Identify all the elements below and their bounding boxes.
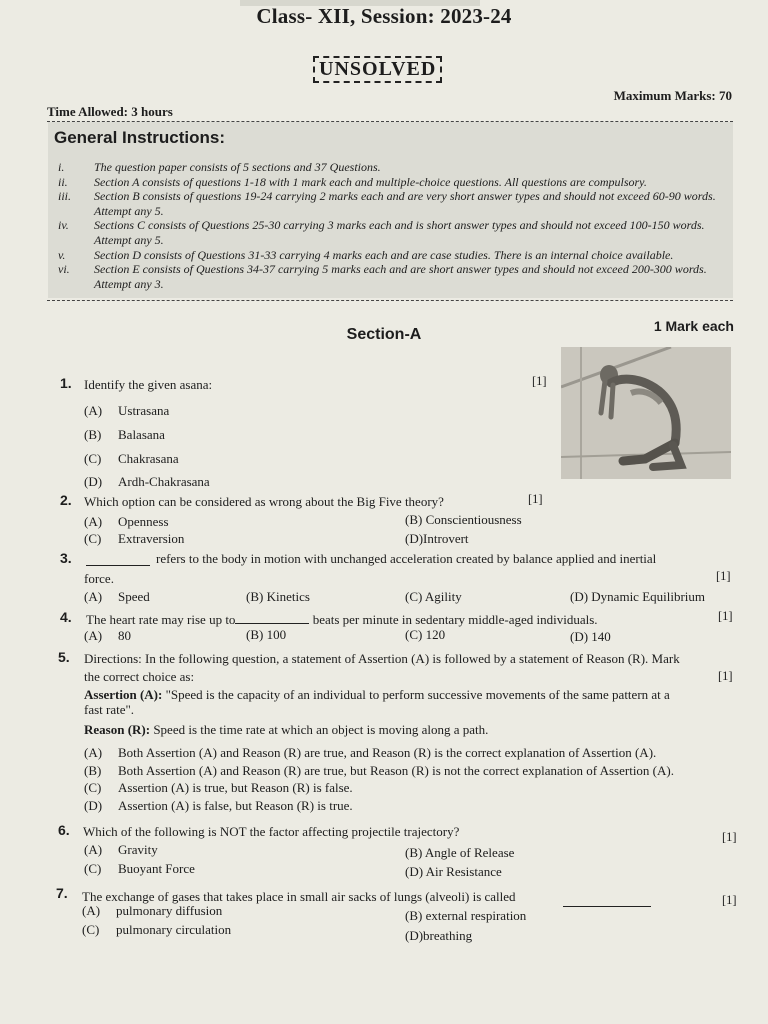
option-label: (A) [84, 589, 103, 604]
question-number: 4. [60, 609, 72, 625]
option-label: (B) [405, 845, 423, 860]
option-label: (B) [84, 427, 102, 442]
instruction-item [58, 175, 732, 190]
instruction-text: Section A consists of questions 1-18 with 1 mark each and multiple-choice questions. All questions are compulsory. [94, 174, 647, 189]
option-text: Ardh-Chakrasana [118, 474, 210, 489]
option-item [82, 922, 231, 938]
option-item [246, 589, 310, 605]
reason-label: Reason (R): [84, 722, 151, 737]
option-label: (D) [405, 531, 424, 546]
option-label: (A) [84, 842, 103, 857]
question-text-part: The heart rate may rise up to [86, 612, 236, 627]
question-text-part: beats per minute in sedentary middle-aged individuals. [312, 612, 598, 627]
option-label: (A) [84, 745, 103, 760]
option-text: Buoyant Force [118, 861, 195, 876]
option-label: (D) [570, 629, 589, 644]
asana-photo-image [561, 347, 731, 479]
instruction-text: The question paper consists of 5 sections and 37 Questions. [94, 160, 381, 174]
option-text: pulmonary circulation [116, 922, 232, 937]
option-text: Agility [424, 589, 462, 604]
option-label: (D) [405, 928, 424, 943]
option-text: Gravity [118, 842, 158, 857]
question-number: 2. [60, 492, 72, 508]
section-title: Section-A [346, 326, 422, 343]
instruction-item [58, 248, 732, 263]
unsolved-stamp: UNSOLVED [313, 56, 442, 83]
option-label: (D) [570, 589, 589, 604]
reason-line [84, 722, 488, 738]
question-text [86, 611, 598, 628]
option-item [82, 903, 222, 919]
answer-blank [86, 553, 150, 566]
assertion-line [84, 687, 670, 703]
option-label: (C) [84, 451, 102, 466]
instruction-item [58, 160, 732, 175]
assertion-label: Assertion (A): [84, 687, 163, 702]
instruction-number: i. [58, 160, 65, 174]
option-text: Both Assertion (A) and Reason (R) are true, but Reason (R) is not the correct explanation of Assertion (A). [118, 763, 674, 778]
option-item [84, 861, 195, 877]
option-text: 80 [118, 628, 131, 643]
instruction-item [58, 189, 732, 218]
option-label: (C) [84, 531, 102, 546]
option-text: Chakrasana [118, 451, 179, 466]
question-text: Which of the following is NOT the factor affecting projectile trajectory? [83, 824, 460, 839]
option-item [84, 427, 165, 443]
instruction-text: Section E consists of Questions 34-37 carrying 5 marks each and are short answer types and should not exceed 200-300 words. Attempt any 3. [94, 262, 707, 291]
instruction-text: Sections C consists of Questions 25-30 carrying 3 marks each and is short answer types and should not exceed 100-150 words. Attempt any 5. [94, 218, 705, 247]
question-mark: [1] [532, 374, 547, 388]
option-item [84, 531, 184, 547]
option-label: (D) [84, 474, 103, 489]
question-number: 3. [60, 550, 72, 566]
option-item [84, 798, 353, 814]
option-label: (D) [405, 864, 424, 879]
option-item [84, 763, 674, 779]
option-text: breathing [423, 928, 473, 943]
instruction-number: iv. [58, 218, 69, 233]
option-text: Both Assertion (A) and Reason (R) are true, and Reason (R) is the correct explanation of Assertion (A). [118, 745, 657, 760]
option-item [405, 627, 445, 643]
instruction-number: vi. [58, 262, 70, 277]
option-label: (C) [405, 627, 423, 642]
option-text: 140 [591, 629, 611, 644]
option-label: (A) [84, 403, 103, 418]
question-text-continued: the correct choice as: [84, 669, 195, 684]
question-text: refers to the body in motion with unchanged acceleration created by balance applied and inertial [156, 551, 657, 566]
option-label: (B) [405, 908, 423, 923]
option-item [84, 780, 353, 796]
option-item [405, 908, 526, 924]
question-text: Identify the given asana: [84, 377, 213, 392]
option-item [84, 514, 169, 530]
question-mark: [1] [528, 492, 543, 506]
option-text: external respiration [425, 908, 527, 923]
option-label: (C) [82, 922, 100, 937]
answer-blank [235, 611, 309, 624]
instruction-text: Section D consists of Questions 31-33 carrying 4 marks each and are case studies. There is an internal choice available. [94, 247, 674, 262]
option-item [84, 589, 150, 605]
option-label: (C) [405, 589, 423, 604]
instruction-number: ii. [58, 174, 68, 189]
option-text: Balasana [118, 427, 165, 442]
option-item [405, 864, 502, 880]
option-label: (A) [84, 514, 103, 529]
question-number: 1. [60, 375, 72, 391]
instruction-item [58, 262, 732, 291]
option-item [405, 589, 462, 605]
option-text: Speed [118, 589, 150, 604]
option-text: pulmonary diffusion [116, 903, 223, 918]
question-number: 6. [58, 822, 70, 838]
option-item [246, 627, 286, 643]
instructions-list [58, 160, 732, 291]
option-text: 100 [266, 627, 287, 642]
option-item [405, 928, 472, 944]
option-label: (C) [84, 861, 102, 876]
option-item [570, 589, 705, 605]
option-label: (A) [84, 628, 103, 643]
instruction-text: Section B consists of questions 19-24 carrying 2 marks each and are very short answer types and should not exceed 60-90 words. Attempt any 5. [94, 189, 716, 218]
option-label: (B) [84, 763, 102, 778]
option-label: (B) [246, 589, 264, 604]
option-text: Assertion (A) is false, but Reason (R) is true. [118, 798, 353, 813]
option-text: Assertion (A) is true, but Reason (R) is false. [118, 780, 353, 795]
maximum-marks: Maximum Marks: 70 [613, 88, 732, 103]
option-item [570, 629, 611, 645]
option-text: Ustrasana [118, 403, 170, 418]
option-text: Dynamic Equilibrium [591, 589, 706, 604]
option-item [405, 845, 514, 861]
instruction-number: v. [58, 247, 66, 262]
assertion-text-continued: fast rate". [84, 702, 135, 717]
question-mark: [1] [716, 569, 731, 583]
class-session-title: Class- XII, Session: 2023-24 [256, 4, 512, 28]
option-text: Kinetics [266, 589, 310, 604]
option-text: Openness [118, 514, 169, 529]
assertion-text: "Speed is the capacity of an individual to perform successive movements of the same pattern at a [165, 687, 670, 702]
option-item [405, 512, 522, 528]
instructions-heading: General Instructions: [54, 128, 225, 147]
option-item [84, 745, 656, 761]
question-mark: [1] [718, 609, 733, 623]
option-item [84, 451, 179, 467]
option-label: (B) [405, 512, 423, 527]
option-text: Conscientiousness [425, 512, 522, 527]
question-text: Directions: In the following question, a statement of Assertion (A) is followed by a statement of Reason (R). Mark [84, 651, 680, 666]
option-item [84, 403, 169, 419]
option-text: 120 [425, 627, 446, 642]
option-item [405, 531, 469, 547]
option-label: (B) [246, 627, 264, 642]
instruction-number: iii. [58, 189, 72, 204]
option-text: Air Resistance [425, 864, 502, 879]
question-text: The exchange of gases that takes place in small air sacks of lungs (alveoli) is called [82, 889, 516, 904]
question-number: 5. [58, 649, 70, 665]
question-text-continued: force. [84, 571, 114, 586]
divider-bottom [47, 300, 733, 301]
question-text: Which option can be considered as wrong about the Big Five theory? [84, 494, 444, 509]
option-label: (C) [84, 780, 102, 795]
option-item [84, 474, 210, 490]
option-text: Extraversion [118, 531, 185, 546]
instruction-item [58, 218, 732, 247]
time-allowed: Time Allowed: 3 hours [47, 104, 173, 119]
option-label: (D) [84, 798, 103, 813]
option-label: (A) [82, 903, 101, 918]
answer-blank [563, 894, 651, 907]
option-text: Angle of Release [424, 845, 515, 860]
marks-each-label: 1 Mark each [653, 318, 734, 334]
option-item [84, 842, 158, 858]
reason-text: Speed is the time rate at which an object is moving along a path. [153, 722, 489, 737]
question-number: 7. [56, 885, 68, 901]
question-mark: [1] [722, 830, 737, 844]
question-mark: [1] [718, 669, 733, 683]
option-item [84, 628, 131, 644]
question-mark: [1] [722, 893, 737, 907]
option-text: Introvert [423, 531, 469, 546]
